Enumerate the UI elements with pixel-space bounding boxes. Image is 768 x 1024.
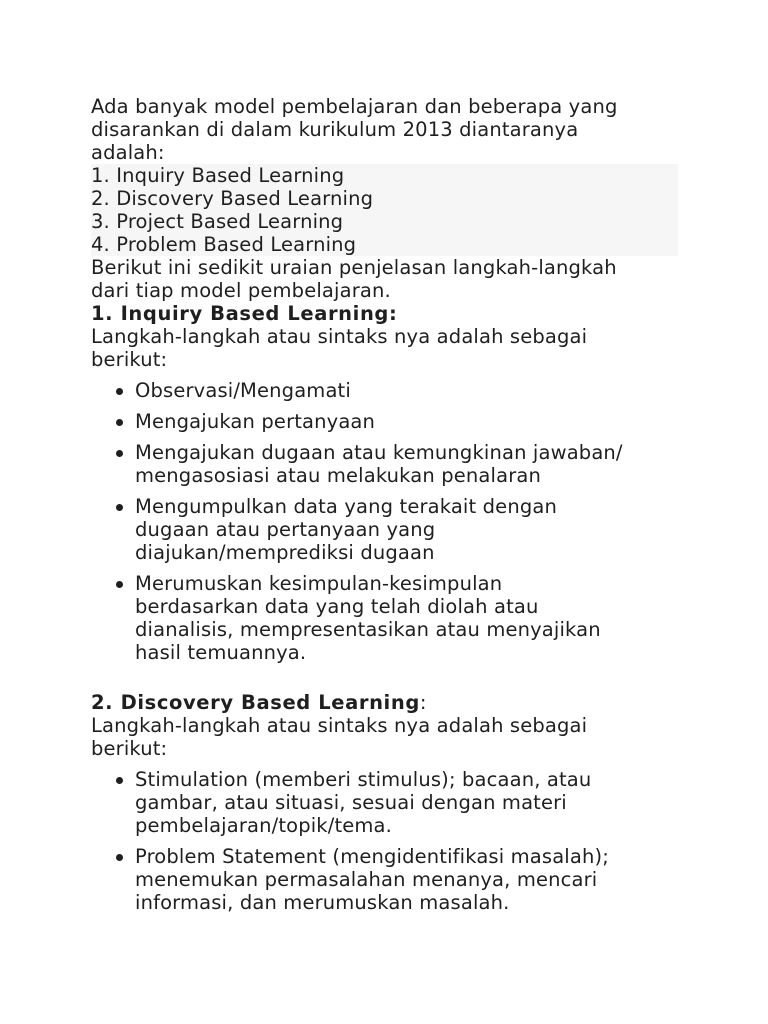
model-list-item: 3. Project Based Learning xyxy=(91,210,344,233)
bullet-icon xyxy=(116,777,123,784)
step-text: Problem Statement (mengidentifikasi masalah); menemukan permasalahan menanya, mencari informasi, dan merumuskan masalah. xyxy=(135,845,609,914)
step-text: Mengumpulkan data yang terakait dengan dugaan atau pertanyaan yang diajukan/memprediksi dugaan xyxy=(135,495,557,564)
bullet-icon xyxy=(116,504,123,511)
model-list-item: 1. Inquiry Based Learning xyxy=(91,164,345,187)
step-text: Mengajukan dugaan atau kemungkinan jawaban/ mengasosiasi atau melakukan penalaran xyxy=(135,441,623,487)
steps-list xyxy=(91,768,691,914)
step-item xyxy=(113,495,691,564)
section-heading xyxy=(91,691,691,714)
bullet-icon xyxy=(116,388,123,395)
bullet-icon xyxy=(116,581,123,588)
section-lead: Langkah-langkah atau sintaks nya adalah sebagai berikut: xyxy=(91,714,588,760)
section-heading xyxy=(91,302,691,325)
section-inquiry xyxy=(91,302,691,664)
section-lead: Langkah-langkah atau sintaks nya adalah sebagai berikut: xyxy=(91,325,588,371)
document-page xyxy=(91,95,691,922)
bullet-icon xyxy=(116,419,123,426)
step-item xyxy=(113,379,691,402)
step-item xyxy=(113,768,691,837)
step-item xyxy=(113,441,691,487)
step-text: Merumuskan kesimpulan-kesimpulan berdasarkan data yang telah diolah atau dianalisis, mempresentasikan atau menyajikan hasil temuannya. xyxy=(135,572,601,664)
section-heading-suffix: : xyxy=(419,691,428,714)
model-list-item: 4. Problem Based Learning xyxy=(91,233,357,256)
explanation-paragraph: Berikut ini sedikit uraian penjelasan langkah-langkah dari tiap model pembelajaran. xyxy=(91,256,617,302)
step-item xyxy=(113,410,691,433)
bullet-icon xyxy=(116,450,123,457)
steps-list xyxy=(91,379,691,664)
step-item xyxy=(113,572,691,664)
step-item xyxy=(113,845,691,914)
section-discovery xyxy=(91,691,691,914)
intro-paragraph: Ada banyak model pembelajaran dan beberapa yang disarankan di dalam kurikulum 2013 diantaranya adalah: xyxy=(91,95,618,164)
bullet-icon xyxy=(116,854,123,861)
section-spacer xyxy=(91,672,691,691)
step-text: Mengajukan pertanyaan xyxy=(135,410,376,433)
step-text: Stimulation (memberi stimulus); bacaan, atau gambar, atau situasi, sesuai dengan materi pembelajaran/topik/tema. xyxy=(135,768,592,837)
step-text: Observasi/Mengamati xyxy=(135,379,351,402)
section-heading-text: 2. Discovery Based Learning xyxy=(91,691,420,714)
model-list-item: 2. Discovery Based Learning xyxy=(91,187,374,210)
model-list xyxy=(91,164,678,256)
section-heading-text: 1. Inquiry Based Learning: xyxy=(91,302,398,325)
